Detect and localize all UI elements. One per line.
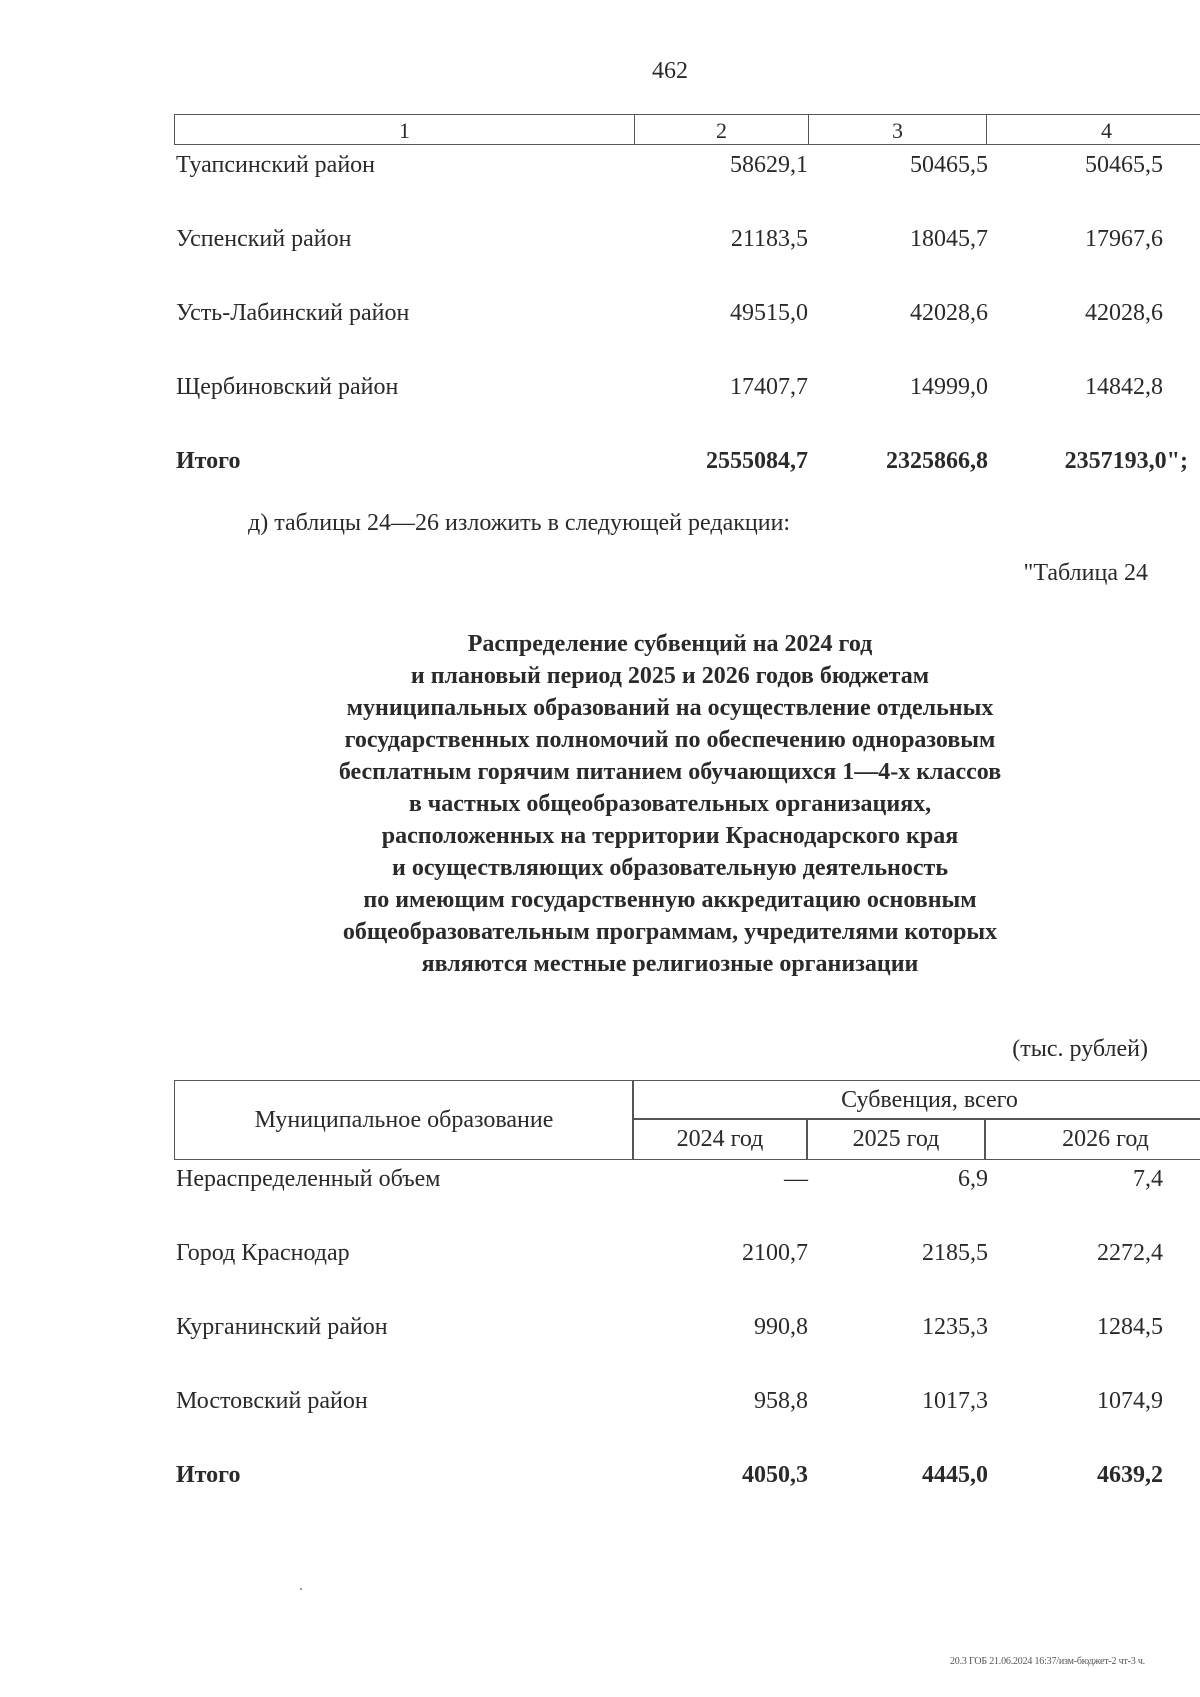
title-line: общеобразовательным программам, учредителями которых [342,919,998,945]
total-value-4: 2357193,0"; [1064,447,1188,474]
total-value-2024: 4050,3 [742,1461,808,1488]
header-subvention: Субвенция, всего [632,1080,1200,1120]
title-line: и осуществляющих образовательную деятельность [391,855,949,881]
row-value-2026: 7,4 [1133,1165,1163,1192]
header-year-2025: 2025 год [806,1118,986,1160]
header-year-2024: 2024 год [632,1118,808,1160]
row-value-2025: 2185,5 [922,1239,988,1266]
column-number-header [174,114,1200,145]
row-value-2025: 1017,3 [922,1387,988,1414]
column-number-3: 3 [808,114,986,145]
row-value-3: 42028,6 [910,299,988,326]
row-value-4: 14842,8 [1085,373,1163,400]
row-name: Успенский район [176,225,352,252]
row-value-4: 17967,6 [1085,225,1163,252]
row-value-2: 17407,7 [730,373,808,400]
row-value-2026: 1284,5 [1097,1313,1163,1340]
total-label: Итого [176,447,241,474]
column-number-4: 4 [986,114,1200,145]
table-title [0,628,1200,980]
units-note: (тыс. рублей) [1012,1036,1148,1062]
row-value-2: 58629,1 [730,151,808,178]
total-value-2: 2555084,7 [706,447,808,474]
table-label: "Таблица 24 [1023,560,1148,586]
row-value-2: 21183,5 [730,225,808,252]
table-row [176,1162,1200,1196]
table-row [176,1236,1200,1270]
title-line: являются местные религиозные организации [421,951,919,977]
total-value-2025: 4445,0 [922,1461,988,1488]
title-line: бесплатным горячим питанием обучающихся 1—4-х классов [338,759,1002,785]
row-name: Туапсинский район [176,151,376,178]
total-value-3: 2325866,8 [886,447,988,474]
total-row [176,1458,1200,1492]
row-value-3: 18045,7 [910,225,988,252]
title-line: по имеющим государственную аккредитацию основным [363,887,977,913]
total-value-2026: 4639,2 [1097,1461,1163,1488]
table-row [176,148,1200,182]
table-row [176,222,1200,256]
row-value-2024: 958,8 [754,1387,808,1414]
header-municipality: Муниципальное образование [174,1080,634,1160]
total-row [176,444,1200,478]
row-value-2026: 2272,4 [1097,1239,1163,1266]
title-line: Распределение субвенций на 2024 год [467,631,873,657]
table-row [176,370,1200,404]
title-line: государственных полномочий по обеспечению одноразовым [344,727,996,753]
instruction-text: д) таблицы 24—26 изложить в следующей редакции: [248,510,791,536]
row-value-2024: 2100,7 [742,1239,808,1266]
row-value-2024: 990,8 [754,1313,808,1340]
row-value-2025: 1235,3 [922,1313,988,1340]
header-year-2026: 2026 год [984,1118,1200,1160]
row-value-4: 50465,5 [1085,151,1163,178]
title-line: расположенных на территории Краснодарского края [381,823,959,849]
title-line: муниципальных образований на осуществление отдельных [346,695,994,721]
row-name: Нераспределенный объем [176,1165,441,1192]
row-value-2: 49515,0 [730,299,808,326]
row-value-3: 14999,0 [910,373,988,400]
title-line: и плановый период 2025 и 2026 годов бюджетам [410,663,930,689]
row-name: Курганинский район [176,1313,388,1340]
row-value-2025: 6,9 [958,1165,988,1192]
page-number: 462 [652,58,688,84]
column-number-2: 2 [634,114,808,145]
footer-stamp: 20.3 ГОБ 21.06.2024 16:37/изм-бюджет-2 чт-3 ч. [950,1656,1145,1667]
row-value-2024: — [784,1165,808,1192]
title-line: в частных общеобразовательных организациях, [408,791,932,817]
table24-header [174,1080,1200,1160]
row-value-2026: 1074,9 [1097,1387,1163,1414]
total-label: Итого [176,1461,241,1488]
table-row [176,1310,1200,1344]
row-name: Щербиновский район [176,373,399,400]
row-value-4: 42028,6 [1085,299,1163,326]
column-number-1: 1 [174,114,634,145]
table-row [176,1384,1200,1418]
scan-speck [300,1588,302,1590]
table-row [176,296,1200,330]
row-name: Усть-Лабинский район [176,299,410,326]
row-value-3: 50465,5 [910,151,988,178]
row-name: Мостовский район [176,1387,368,1414]
row-name: Город Краснодар [176,1239,350,1266]
